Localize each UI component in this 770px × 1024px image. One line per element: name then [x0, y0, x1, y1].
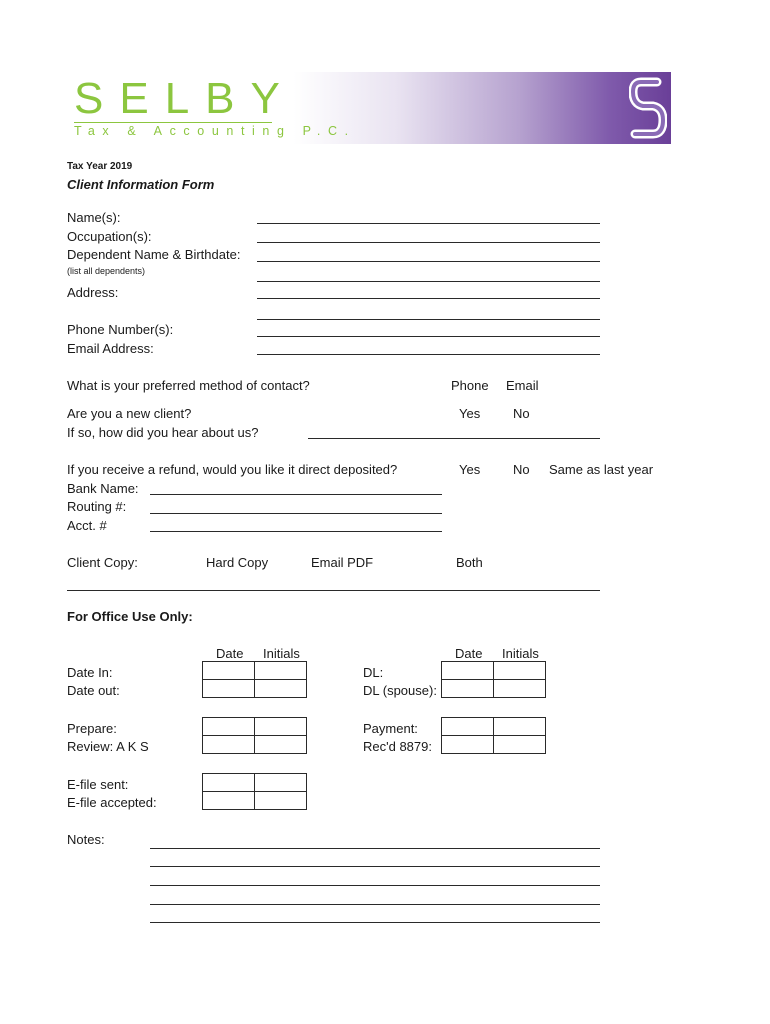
client-copy-label: Client Copy: — [67, 555, 138, 570]
email-field[interactable] — [257, 354, 600, 355]
recd-date-cell[interactable] — [442, 736, 494, 754]
recd-initials-cell[interactable] — [494, 736, 546, 754]
efile-accepted-date-cell[interactable] — [203, 792, 255, 810]
efile-accepted-label: E-file accepted: — [67, 795, 157, 810]
efile-sent-initials-cell[interactable] — [255, 774, 307, 792]
dl-grid — [441, 661, 546, 698]
date-out-date-cell[interactable] — [203, 680, 255, 698]
s-monogram-icon — [629, 76, 667, 140]
dependent-field-2[interactable] — [257, 281, 600, 282]
bank-field[interactable] — [150, 494, 442, 495]
prepare-date-cell[interactable] — [203, 718, 255, 736]
names-label: Name(s): — [67, 210, 121, 225]
email-label: Email Address: — [67, 341, 154, 356]
efile-accepted-initials-cell[interactable] — [255, 792, 307, 810]
notes-label: Notes: — [67, 832, 105, 847]
prepare-review-grid — [202, 717, 307, 754]
form-title: Client Information Form — [67, 177, 215, 192]
notes-line-1[interactable] — [150, 848, 600, 849]
col-date-right: Date — [455, 646, 483, 661]
dl-label: DL: — [363, 665, 384, 680]
new-client-no[interactable]: No — [513, 406, 530, 421]
dl-initials-cell[interactable] — [494, 662, 546, 680]
acct-label: Acct. # — [67, 518, 107, 533]
logo-subtitle: Tax & Accounting P.C. — [74, 124, 356, 138]
dependent-note: (list all dependents) — [67, 266, 146, 276]
acct-field[interactable] — [150, 531, 442, 532]
date-in-label: Date In: — [67, 665, 113, 680]
office-heading: For Office Use Only: — [67, 609, 193, 624]
header-banner — [62, 72, 671, 144]
refund-no[interactable]: No — [513, 462, 530, 477]
refund-same-as-last-year[interactable]: Same as last year — [549, 462, 654, 477]
review-date-cell[interactable] — [203, 736, 255, 754]
occupation-field[interactable] — [257, 242, 600, 243]
efile-sent-date-cell[interactable] — [203, 774, 255, 792]
address-field-1[interactable] — [257, 298, 600, 299]
efile-sent-label: E-file sent: — [67, 777, 129, 792]
dependent-field-1[interactable] — [257, 261, 600, 262]
new-client-question: Are you a new client? — [67, 406, 192, 421]
dl-spouse-date-cell[interactable] — [442, 680, 494, 698]
phone-field[interactable] — [257, 336, 600, 337]
copy-option-hard[interactable]: Hard Copy — [206, 555, 269, 570]
logo-wordmark: SELBY — [74, 74, 296, 123]
address-field-2[interactable] — [257, 319, 600, 320]
col-date-left: Date — [216, 646, 244, 661]
tax-year: Tax Year 2019 — [67, 161, 133, 172]
hear-field[interactable] — [308, 438, 600, 439]
refund-question: If you receive a refund, would you like it direct deposited? — [67, 462, 398, 477]
efile-grid — [202, 773, 307, 810]
date-out-initials-cell[interactable] — [255, 680, 307, 698]
section-divider — [67, 590, 600, 591]
date-in-initials-cell[interactable] — [255, 662, 307, 680]
prepare-label: Prepare: — [67, 721, 117, 736]
occupation-label: Occupation(s): — [67, 229, 152, 244]
notes-line-5[interactable] — [150, 922, 600, 923]
dl-spouse-label: DL (spouse): — [363, 683, 437, 698]
contact-question: What is your preferred method of contact? — [67, 378, 310, 393]
routing-label: Routing #: — [67, 499, 127, 514]
recd-8879-label: Rec'd 8879: — [363, 739, 432, 754]
routing-field[interactable] — [150, 513, 442, 514]
col-initials-left: Initials — [263, 646, 300, 661]
review-label: Review: A K S — [67, 739, 149, 754]
payment-initials-cell[interactable] — [494, 718, 546, 736]
dependent-label: Dependent Name & Birthdate: — [67, 247, 241, 262]
date-in-date-cell[interactable] — [203, 662, 255, 680]
review-initials-cell[interactable] — [255, 736, 307, 754]
contact-option-phone[interactable]: Phone — [451, 378, 489, 393]
hear-question: If so, how did you hear about us? — [67, 425, 259, 440]
notes-line-2[interactable] — [150, 866, 600, 867]
notes-line-4[interactable] — [150, 904, 600, 905]
prepare-initials-cell[interactable] — [255, 718, 307, 736]
date-out-label: Date out: — [67, 683, 120, 698]
contact-option-email[interactable]: Email — [506, 378, 539, 393]
col-initials-right: Initials — [502, 646, 539, 661]
notes-line-3[interactable] — [150, 885, 600, 886]
payment-label: Payment: — [363, 721, 418, 736]
dl-date-cell[interactable] — [442, 662, 494, 680]
logo-divider — [74, 122, 272, 123]
new-client-yes[interactable]: Yes — [459, 406, 481, 421]
bank-label: Bank Name: — [67, 481, 139, 496]
copy-option-pdf[interactable]: Email PDF — [311, 555, 374, 570]
names-field[interactable] — [257, 223, 600, 224]
date-in-out-grid — [202, 661, 307, 698]
payment-grid — [441, 717, 546, 754]
address-label: Address: — [67, 285, 119, 300]
dl-spouse-initials-cell[interactable] — [494, 680, 546, 698]
copy-option-both[interactable]: Both — [456, 555, 483, 570]
phone-label: Phone Number(s): — [67, 322, 174, 337]
refund-yes[interactable]: Yes — [459, 462, 481, 477]
payment-date-cell[interactable] — [442, 718, 494, 736]
